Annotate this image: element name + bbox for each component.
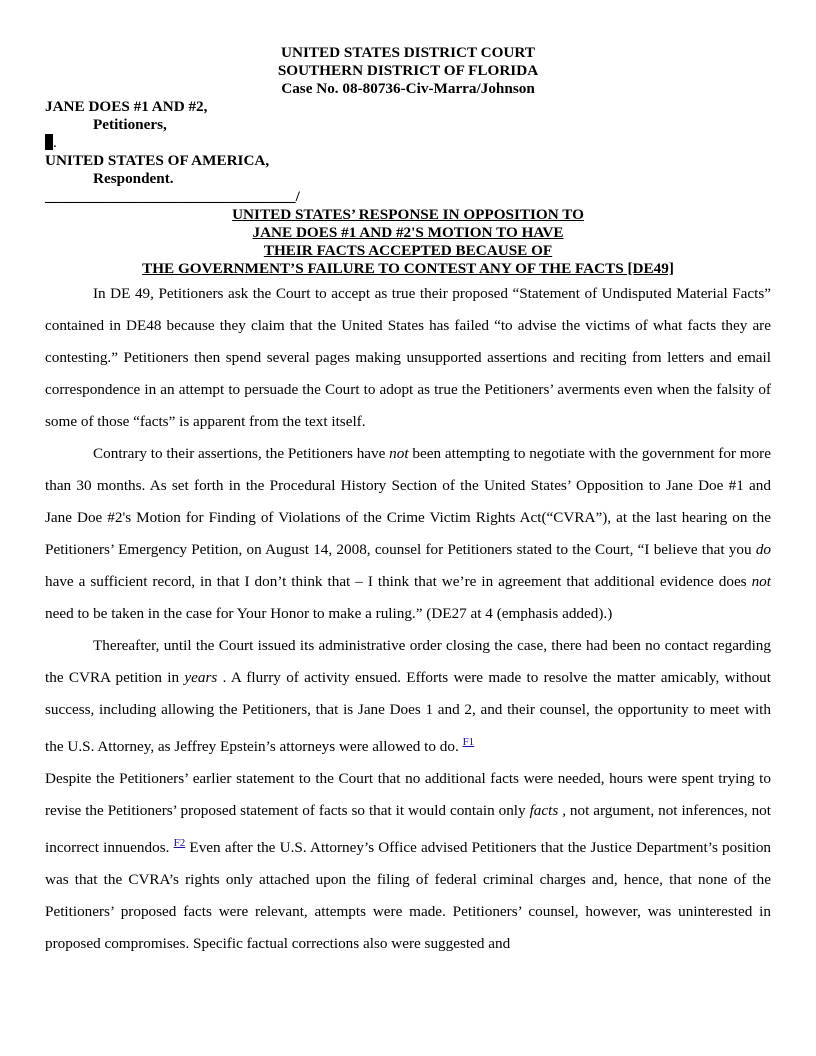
- paragraph-4: [45, 763, 771, 960]
- p3-text-a: Thereafter, until the Court issued its administrative order closing the case, there had been no contact regarding the CVRA petition in: [45, 637, 771, 686]
- paragraph-3: [45, 630, 771, 763]
- footnote-link-f2[interactable]: F2: [173, 837, 186, 849]
- p4-emphasis-1: facts: [529, 802, 559, 819]
- title-line-1: UNITED STATES’ RESPONSE IN OPPOSITION TO: [232, 206, 584, 223]
- redaction-mark: [45, 134, 53, 150]
- paragraph-2: [45, 438, 771, 630]
- court-name: UNITED STATES DISTRICT COURT: [281, 44, 535, 61]
- p4-text-b: , not argument, not inferences, not incorrect innuendos.: [45, 802, 771, 856]
- p2-text-d: need to be taken in the case for Your Honor to make a ruling.” (DE27 at 4 (emphasis added).): [45, 605, 613, 622]
- petitioners-role: Petitioners,: [93, 116, 167, 133]
- versus-line: [45, 134, 771, 152]
- caption-rule: _________________________________/: [45, 188, 300, 205]
- title-line-4: THE GOVERNMENT’S FAILURE TO CONTEST ANY OF THE FACTS [DE49]: [142, 260, 674, 277]
- p2-emphasis-2: do: [755, 541, 771, 558]
- respondent-role: Respondent.: [93, 170, 174, 187]
- title-line-2: JANE DOES #1 AND #2'S MOTION TO HAVE: [252, 224, 564, 241]
- title-line-3: THEIR FACTS ACCEPTED BECAUSE OF: [263, 242, 553, 259]
- p2-text-a: Contrary to their assertions, the Petitioners have: [93, 445, 390, 462]
- district-name: SOUTHERN DISTRICT OF FLORIDA: [277, 62, 539, 79]
- document-body: [45, 278, 771, 960]
- case-number: Case No. 08-80736-Civ-Marra/Johnson: [281, 80, 535, 97]
- p2-text-c: have a sufficient record, in that I don’t think that – I think that we’re in agreement that additional evidence does: [45, 573, 752, 590]
- footnote-link-f1[interactable]: F1: [462, 736, 475, 748]
- versus-mark: .: [53, 134, 57, 151]
- p3-emphasis-1: years: [184, 669, 218, 686]
- document-title: [45, 206, 771, 278]
- respondent-block: [45, 152, 771, 188]
- p2-emphasis-3: not: [751, 573, 771, 590]
- document-page: [45, 44, 771, 960]
- p2-emphasis-1: not: [389, 445, 409, 462]
- respondent-name: UNITED STATES OF AMERICA,: [45, 152, 270, 169]
- petitioners-block: [45, 98, 771, 134]
- p2-text-b: been attempting to negotiate with the government for more than 30 months. As set forth in the Procedural History Section of the United States’ Opposition to Jane Doe #1 and Jane Doe #2's Motion for Finding of Violations of the Crime Victim Rights Act(“CVRA”), at the last hearing on the Petitioners’ Emergency Petition, on August 14, 2008, counsel for Petitioners stated to the Court, “I believe that you: [45, 445, 771, 558]
- p4-text-a: Despite the Petitioners’ earlier statement to the Court that no additional facts were needed, hours were spent trying to revise the Petitioners’ proposed statement of facts so that it would contain only: [45, 770, 771, 819]
- paragraph-1: In DE 49, Petitioners ask the Court to accept as true their proposed “Statement of Undisputed Material Facts” contained in DE48 because they claim that the United States has failed “to advise the victims of what facts they are contesting.” Petitioners then spend several pages making unsupported assertions and reciting from letters and email correspondence in an attempt to persuade the Court to adopt as true the Petitioners’ averments even when the falsity of some of those “facts” is apparent from the text itself.: [45, 285, 771, 430]
- petitioners-name: JANE DOES #1 AND #2,: [45, 98, 208, 115]
- p3-text-b: . A flurry of activity ensued. Efforts were made to resolve the matter amicably, without success, including allowing the Petitioners, that is Jane Does 1 and 2, and their counsel, the opportunity to meet with the U.S. Attorney, as Jeffrey Epstein’s attorneys were allowed to do.: [45, 669, 771, 755]
- caption-header: [45, 44, 771, 98]
- p4-text-c: Even after the U.S. Attorney’s Office advised Petitioners that the Justice Department’s position was that the CVRA’s rights only attached upon the filing of federal criminal charges and, hence, that none of the Petitioners’ proposed facts were relevant, attempts were made. Petitioners’ counsel, however, was uninterested in proposed compromises. Specific factual corrections also were suggested and: [45, 839, 772, 952]
